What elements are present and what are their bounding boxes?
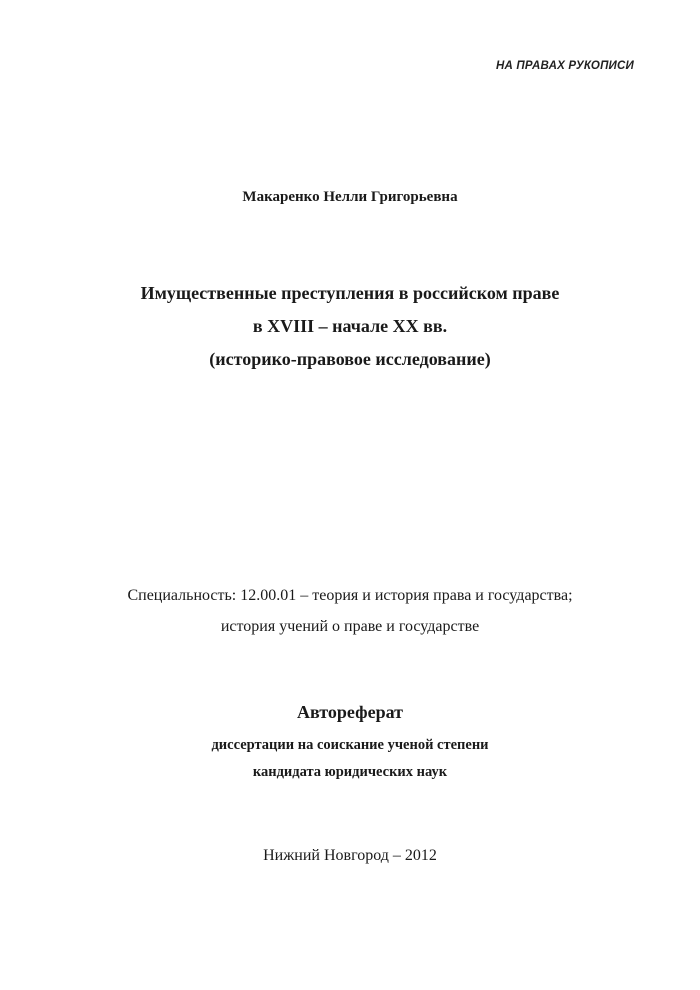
degree-line-1: диссертации на соискание ученой степени — [211, 737, 489, 753]
author-name: Макаренко Нелли Григорьевна — [242, 189, 458, 205]
specialty-line-2: история учений о праве и государстве — [220, 618, 480, 635]
place-and-year: Нижний Новгород – 2012 — [263, 847, 437, 864]
title-line-3: (историко-правовое исследование) — [209, 349, 491, 369]
specialty-line-1: Специальность: 12.00.01 – теория и история права и государства; — [127, 587, 573, 604]
title-line-1: Имущественные преступления в российском праве — [140, 283, 560, 303]
title-line-2: в XVIII – начале XX вв. — [252, 316, 448, 336]
document-type-label: Автореферат — [297, 702, 403, 722]
rights-note: НА ПРАВАХ РУКОПИСИ — [496, 60, 634, 72]
degree-line-2: кандидата юридических наук — [252, 764, 448, 780]
